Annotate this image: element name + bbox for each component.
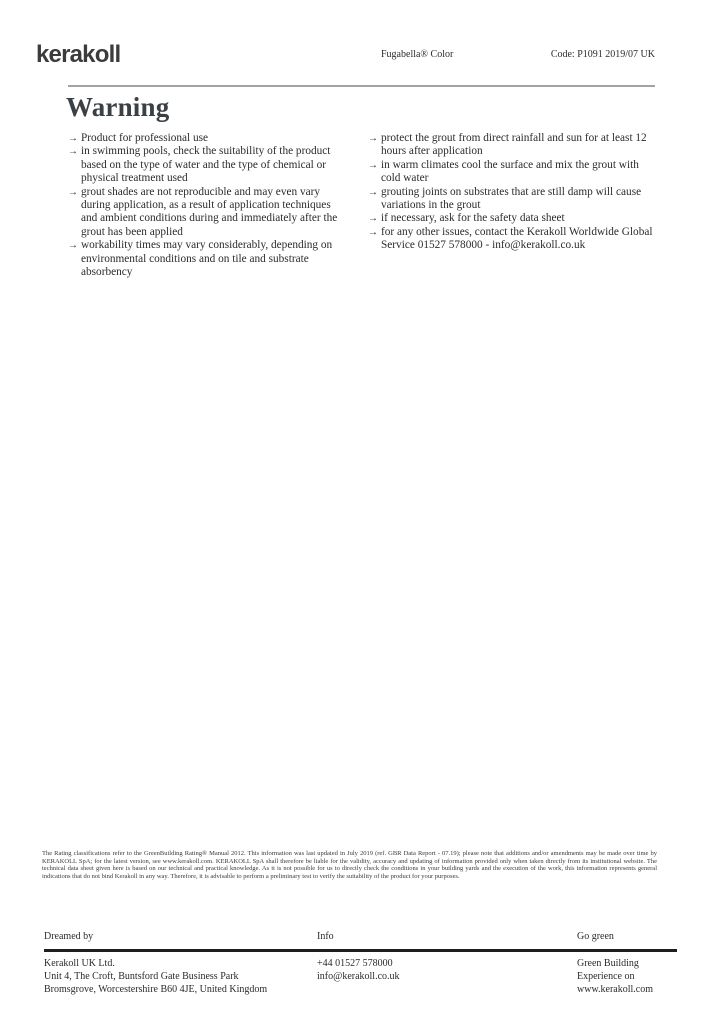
warning-item xyxy=(368,186,655,213)
arrow-bullet-icon: → xyxy=(368,213,378,225)
warning-list-right xyxy=(368,132,655,279)
arrow-bullet-icon: → xyxy=(368,226,378,238)
footer-line: Experience on xyxy=(577,971,635,982)
warning-item xyxy=(68,239,348,279)
company-address xyxy=(44,957,309,996)
footer-line: Green Building xyxy=(577,958,639,969)
warning-item xyxy=(68,186,348,240)
warning-item-text: in swimming pools, check the suitability of the product based on the type of water and the type of chemical or physical treatment used xyxy=(81,145,331,185)
contact-details xyxy=(317,957,567,983)
warning-columns xyxy=(68,132,655,279)
footer-line: info@kerakoll.co.uk xyxy=(317,971,400,982)
footer-line: www.kerakoll.com xyxy=(577,984,653,995)
warning-item-text: if necessary, ask for the safety data sheet xyxy=(381,212,565,225)
warning-item-text: Product for professional use xyxy=(81,132,209,144)
legal-text: The Rating classifications refer to the GreenBuilding Rating® Manual 2012. This information was last updated in July 2019 (ref. GBR Data Report - 07.19); please note that additions and/or amendments may be made over time by KERAKOLL SpA; for the latest version, see www.kerakoll.com. KERAKOLL SpA shall therefore be liable for the validity, accuracy and updating of information provided only when taken directly from its institutional website. The technical data sheet given here is based on our technical and practical knowledge. As it is not possible for us to directly check the conditions in your building yards and the execution of the work, this information represents general indications that do not bind Kerakoll in any way. Therefore, it is advisable to perform a preliminary test to verify the suitability of the product for your purposes. xyxy=(42,850,657,880)
footer-divider xyxy=(44,949,677,952)
arrow-bullet-icon: → xyxy=(68,186,78,198)
warning-item-text: for any other issues, contact the Kerakoll Worldwide Global Service 01527 578000 - info@kerakoll.co.uk xyxy=(381,225,653,252)
green-building-text xyxy=(577,957,677,996)
page-title: Warning xyxy=(66,92,170,122)
warning-item xyxy=(368,212,655,225)
document-code: Code: P1091 2019/07 UK xyxy=(550,49,655,60)
product-name: Fugabella® Color xyxy=(381,49,454,60)
warning-item-text: protect the grout from direct rainfall and sun for at least 12 hours after application xyxy=(381,132,647,158)
header-divider xyxy=(68,85,655,87)
footer-line: Unit 4, The Croft, Buntsford Gate Business Park xyxy=(44,971,239,982)
footer-column-label: Info xyxy=(317,931,334,942)
warning-item-text: in warm climates cool the surface and mix the grout with cold water xyxy=(381,158,639,185)
warning-list-left xyxy=(68,132,348,279)
arrow-bullet-icon: → xyxy=(368,159,378,171)
warning-item xyxy=(368,159,655,186)
warning-item-text: grout shades are not reproducible and may even vary during application, as a result of application techniques and ambient conditions during and immediately after the grout has been applied xyxy=(81,185,338,238)
warning-item xyxy=(368,226,655,253)
warning-item xyxy=(68,132,348,145)
warning-item xyxy=(368,132,655,159)
footer-column-label: Go green xyxy=(577,931,614,942)
footer-line: Kerakoll UK Ltd. xyxy=(44,958,115,969)
footer-column-label: Dreamed by xyxy=(44,931,94,942)
warning-item-text: workability times may vary considerably, depending on environmental conditions and on tile and substrate absorbency xyxy=(81,239,333,279)
warning-item xyxy=(68,145,348,185)
arrow-bullet-icon: → xyxy=(68,146,78,158)
arrow-bullet-icon: → xyxy=(368,133,378,144)
arrow-bullet-icon: → xyxy=(68,133,78,144)
footer-line: +44 01527 578000 xyxy=(317,958,393,969)
footer-line: Bromsgrove, Worcestershire B60 4JE, United Kingdom xyxy=(44,984,268,995)
footer xyxy=(44,930,677,1000)
arrow-bullet-icon: → xyxy=(368,186,378,198)
warning-item-text: grouting joints on substrates that are still damp will cause variations in the grout xyxy=(381,185,642,212)
kerakoll-logo: kerakoll xyxy=(36,41,121,68)
arrow-bullet-icon: → xyxy=(68,240,78,252)
